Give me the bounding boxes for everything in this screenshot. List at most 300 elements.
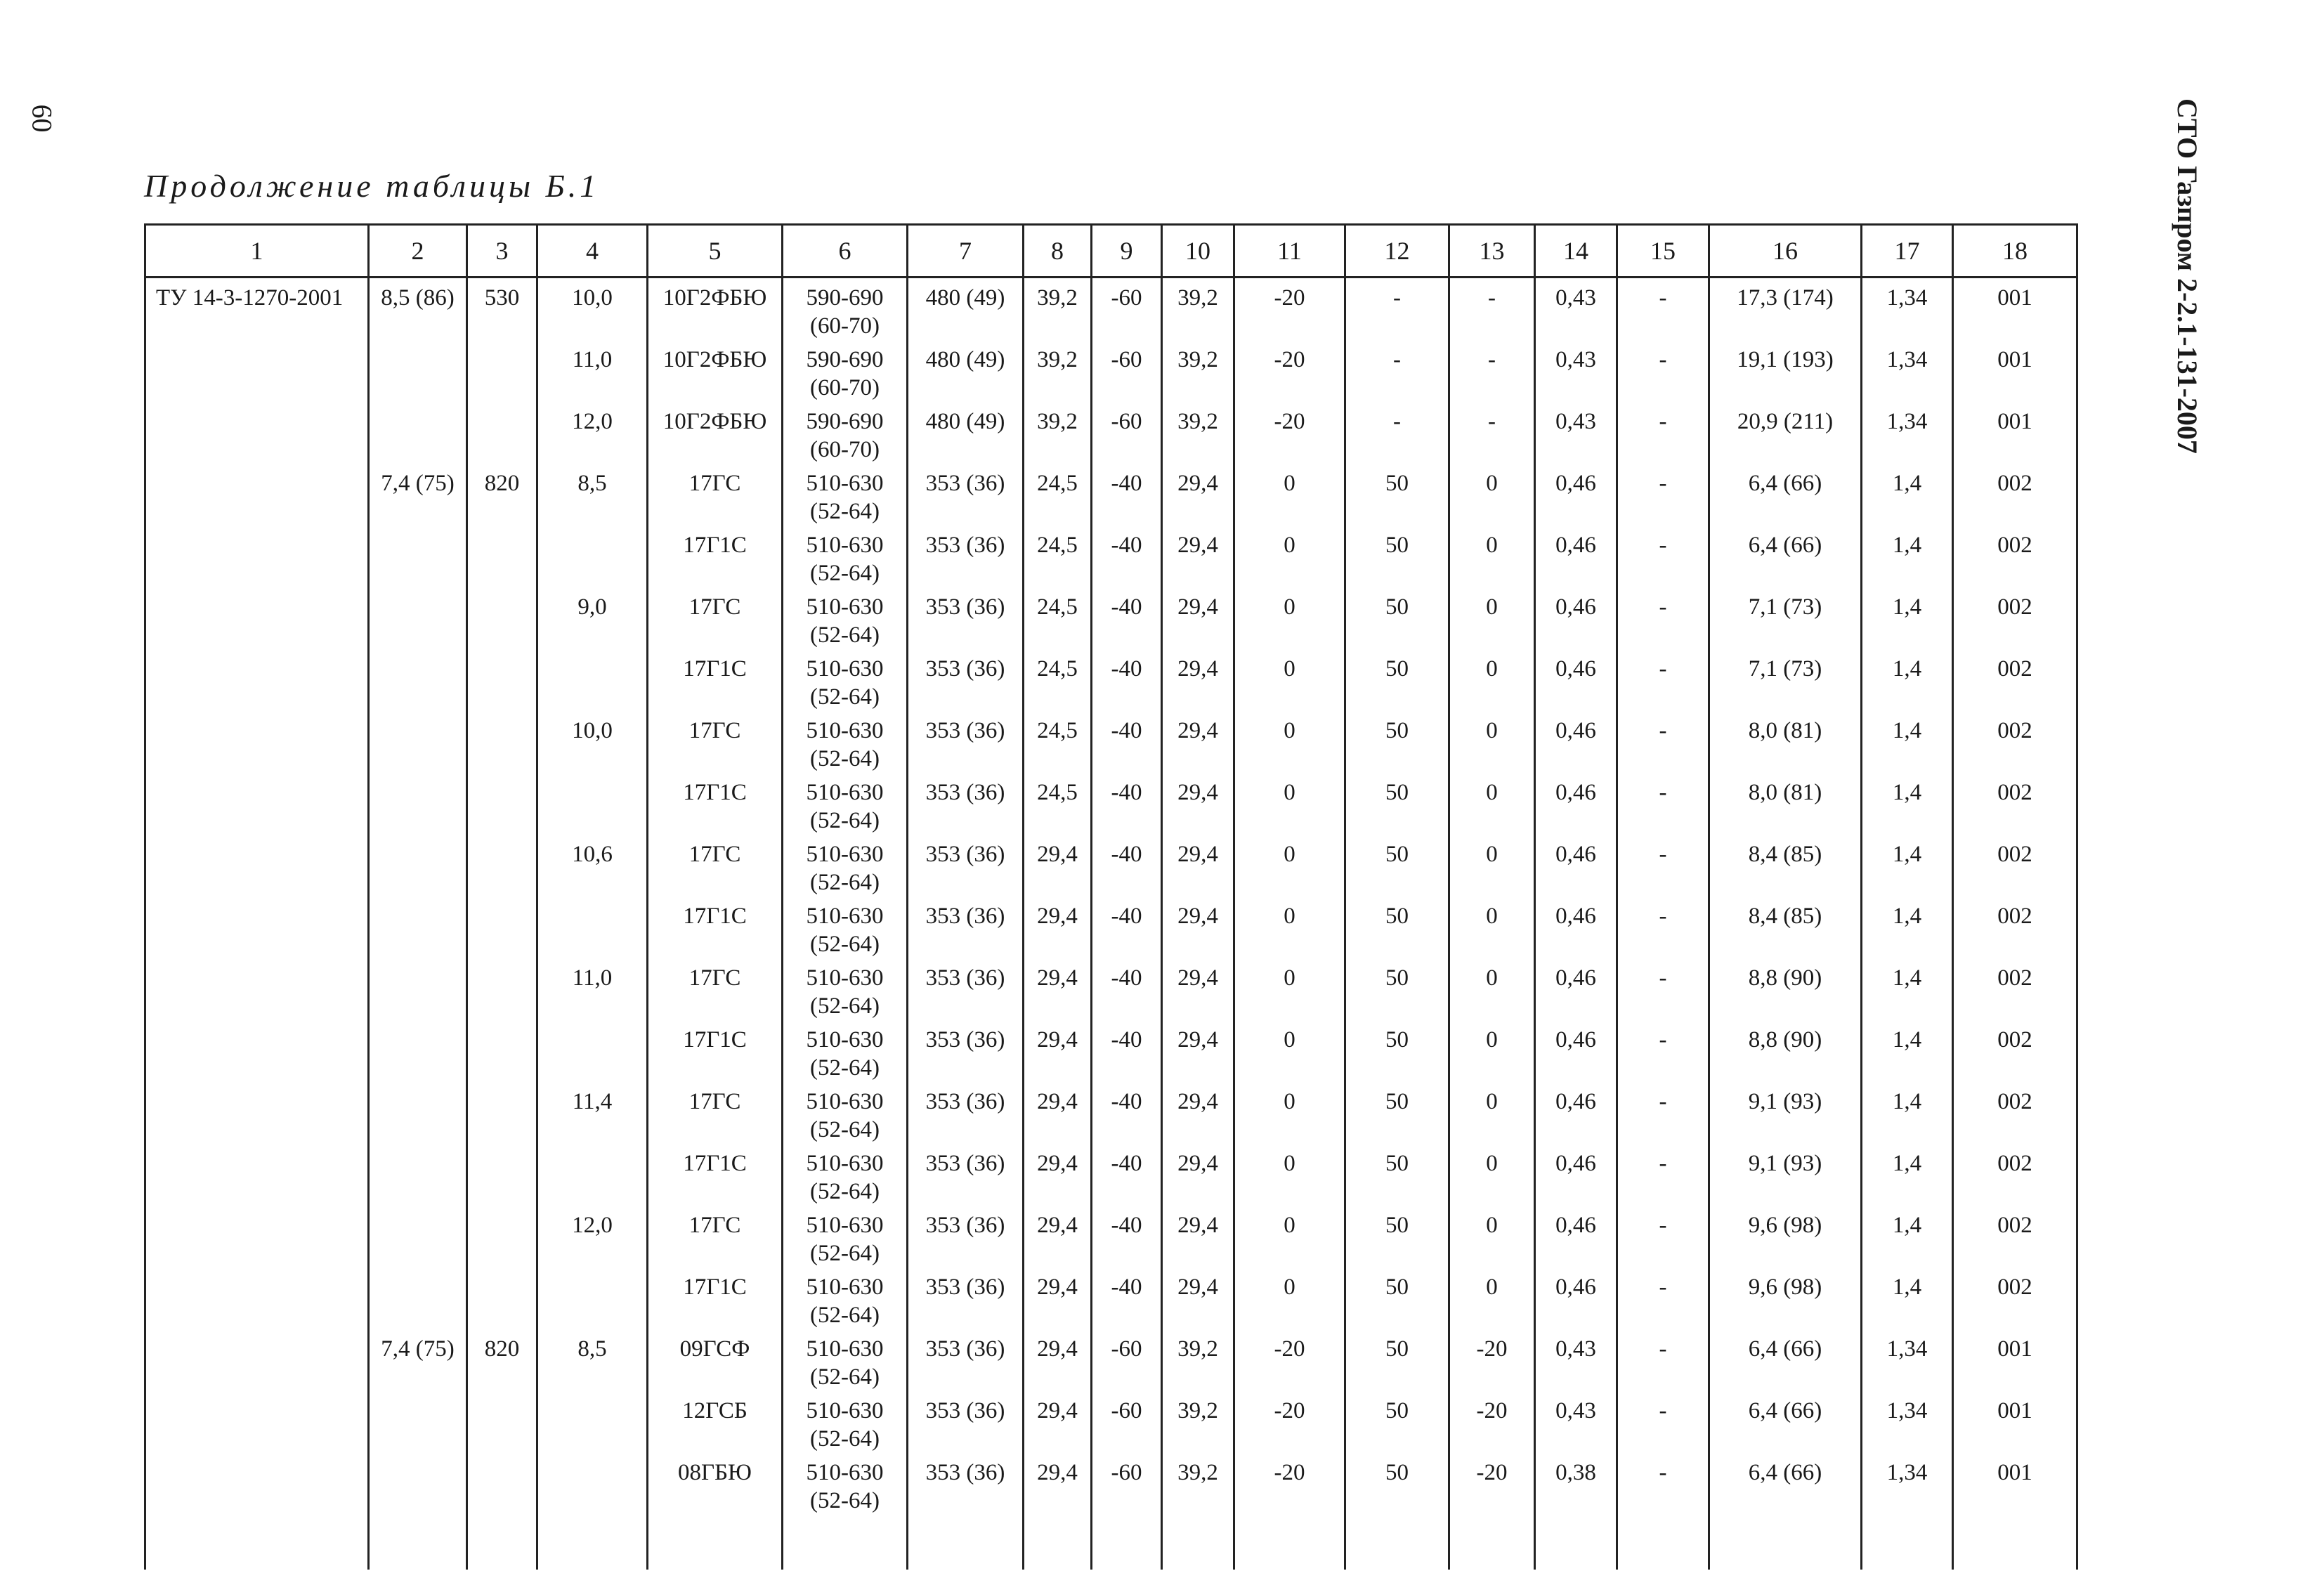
table-cell-col-14: 0,46 bbox=[1535, 1267, 1617, 1329]
table-cell-col-16: 20,9 (211) bbox=[1709, 402, 1862, 464]
table-cell-col-12: 50 bbox=[1345, 649, 1449, 711]
table-cell-col-12: - bbox=[1345, 340, 1449, 402]
strength-range: 510-630 bbox=[806, 1336, 884, 1362]
table-cell-col-2 bbox=[369, 958, 467, 1020]
table-cell-col-6 bbox=[783, 1206, 908, 1267]
table-cell-col-12: 50 bbox=[1345, 1391, 1449, 1453]
table-row bbox=[145, 711, 2077, 773]
table-cell-col-6 bbox=[783, 1329, 908, 1391]
table-cell-col-7: 353 (36) bbox=[908, 1391, 1024, 1453]
table-cell-col-17: 1,34 bbox=[1862, 1329, 1953, 1391]
table-row bbox=[145, 1453, 2077, 1515]
table-cell-col-12: 50 bbox=[1345, 1144, 1449, 1206]
table-cell-col-5: 08ГБЮ bbox=[648, 1453, 783, 1515]
table-cell-col-9: -60 bbox=[1092, 1391, 1162, 1453]
table-cell-col-7: 353 (36) bbox=[908, 1329, 1024, 1391]
column-header-12: 12 bbox=[1345, 225, 1449, 278]
table-cell-col-4: 10,6 bbox=[537, 835, 648, 896]
strength-range-kgf: (52-64) bbox=[810, 1426, 880, 1452]
strength-range: 510-630 bbox=[806, 1274, 884, 1300]
table-cell-col-11: 0 bbox=[1234, 1206, 1345, 1267]
table-cell-col-4: 11,0 bbox=[537, 958, 648, 1020]
table-cell-col-3: 530 bbox=[467, 278, 537, 341]
table-cell-col-11: 0 bbox=[1234, 649, 1345, 711]
table-cell-col-7: 353 (36) bbox=[908, 1453, 1024, 1515]
table-cell-col-10: 29,4 bbox=[1162, 464, 1234, 526]
header-row bbox=[145, 225, 2077, 278]
table-cell-col-3: 820 bbox=[467, 1329, 537, 1391]
table-cell-col-4 bbox=[537, 649, 648, 711]
table-cell-col-17: 1,34 bbox=[1862, 278, 1953, 341]
table-cell-col-17: 1,4 bbox=[1862, 896, 1953, 958]
table-cell-col-16: 8,4 (85) bbox=[1709, 835, 1862, 896]
table-cell-col-17: 1,4 bbox=[1862, 464, 1953, 526]
table-cell-col-10: 39,2 bbox=[1162, 1391, 1234, 1453]
table-cell-col-17: 1,4 bbox=[1862, 1206, 1953, 1267]
strength-range: 510-630 bbox=[806, 1089, 884, 1114]
table-cell-col-9: -60 bbox=[1092, 1329, 1162, 1391]
table-cell-col-16: 9,6 (98) bbox=[1709, 1267, 1862, 1329]
table-cell-col-2 bbox=[369, 1020, 467, 1082]
strength-range-kgf: (52-64) bbox=[810, 1364, 880, 1390]
table-filler-cell bbox=[908, 1515, 1024, 1570]
table-cell-col-8: 39,2 bbox=[1024, 402, 1092, 464]
column-header-10: 10 bbox=[1162, 225, 1234, 278]
table-cell-col-11: -20 bbox=[1234, 1391, 1345, 1453]
table-cell-col-13: 0 bbox=[1449, 1020, 1535, 1082]
table-cell-col-6 bbox=[783, 278, 908, 341]
table-cell-col-11: 0 bbox=[1234, 1082, 1345, 1144]
column-header-18: 18 bbox=[1953, 225, 2077, 278]
table-cell-col-6 bbox=[783, 1391, 908, 1453]
table-cell-col-1 bbox=[145, 1144, 369, 1206]
table-cell-col-12: 50 bbox=[1345, 1453, 1449, 1515]
table-cell-col-14: 0,43 bbox=[1535, 1391, 1617, 1453]
table-cell-col-11: 0 bbox=[1234, 835, 1345, 896]
table-cell-col-10: 29,4 bbox=[1162, 1267, 1234, 1329]
table-cell-col-18: 002 bbox=[1953, 896, 2077, 958]
table-cell-col-7: 353 (36) bbox=[908, 649, 1024, 711]
table-cell-col-16: 19,1 (193) bbox=[1709, 340, 1862, 402]
table-cell-col-14: 0,38 bbox=[1535, 1453, 1617, 1515]
table-filler-cell bbox=[369, 1515, 467, 1570]
table-cell-col-1 bbox=[145, 649, 369, 711]
table-cell-col-18: 002 bbox=[1953, 587, 2077, 649]
table-cell-col-1 bbox=[145, 1206, 369, 1267]
table-cell-col-4: 9,0 bbox=[537, 587, 648, 649]
table-cell-col-10: 29,4 bbox=[1162, 711, 1234, 773]
table-cell-col-11: 0 bbox=[1234, 773, 1345, 835]
table-cell-col-15: - bbox=[1617, 1267, 1709, 1329]
table-cell-col-6 bbox=[783, 896, 908, 958]
table-cell-col-12: 50 bbox=[1345, 711, 1449, 773]
table-row bbox=[145, 896, 2077, 958]
table-cell-col-7: 353 (36) bbox=[908, 835, 1024, 896]
strength-range-kgf: (60-70) bbox=[810, 313, 880, 339]
table-cell-col-14: 0,46 bbox=[1535, 1144, 1617, 1206]
table-cell-col-11: -20 bbox=[1234, 340, 1345, 402]
table-cell-col-17: 1,4 bbox=[1862, 526, 1953, 587]
table-cell-col-18: 001 bbox=[1953, 402, 2077, 464]
table-cell-col-9: -40 bbox=[1092, 835, 1162, 896]
table-cell-col-12: 50 bbox=[1345, 835, 1449, 896]
table-cell-col-8: 29,4 bbox=[1024, 1267, 1092, 1329]
table-cell-col-13: 0 bbox=[1449, 835, 1535, 896]
table-cell-col-17: 1,34 bbox=[1862, 402, 1953, 464]
table-cell-col-18: 001 bbox=[1953, 1391, 2077, 1453]
table-cell-col-12: 50 bbox=[1345, 1082, 1449, 1144]
table-filler-cell bbox=[1709, 1515, 1862, 1570]
table-cell-col-18: 002 bbox=[1953, 1267, 2077, 1329]
table-cell-col-11: -20 bbox=[1234, 1329, 1345, 1391]
table-row bbox=[145, 402, 2077, 464]
table-cell-col-15: - bbox=[1617, 1206, 1709, 1267]
table-cell-col-16: 7,1 (73) bbox=[1709, 587, 1862, 649]
table-cell-col-17: 1,4 bbox=[1862, 958, 1953, 1020]
table-cell-col-4 bbox=[537, 896, 648, 958]
table-cell-col-16: 6,4 (66) bbox=[1709, 1329, 1862, 1391]
table-cell-col-14: 0,43 bbox=[1535, 278, 1617, 341]
table-cell-col-10: 29,4 bbox=[1162, 526, 1234, 587]
table-cell-col-1 bbox=[145, 835, 369, 896]
table-row bbox=[145, 773, 2077, 835]
table-cell-col-17: 1,34 bbox=[1862, 340, 1953, 402]
table-cell-col-1: ТУ 14-3-1270-2001 bbox=[145, 278, 369, 341]
table-cell-col-3 bbox=[467, 835, 537, 896]
table-cell-col-18: 001 bbox=[1953, 340, 2077, 402]
table-cell-col-9: -40 bbox=[1092, 773, 1162, 835]
table-cell-col-8: 29,4 bbox=[1024, 896, 1092, 958]
table-cell-col-13: -20 bbox=[1449, 1453, 1535, 1515]
table-cell-col-9: -40 bbox=[1092, 1020, 1162, 1082]
table-filler-cell bbox=[1024, 1515, 1092, 1570]
strength-range: 590-690 bbox=[806, 285, 884, 311]
table-cell-col-4 bbox=[537, 1391, 648, 1453]
table-cell-col-17: 1,34 bbox=[1862, 1453, 1953, 1515]
table-cell-col-15: - bbox=[1617, 278, 1709, 341]
table-row bbox=[145, 278, 2077, 341]
table-cell-col-6 bbox=[783, 711, 908, 773]
table-cell-col-6 bbox=[783, 835, 908, 896]
table-cell-col-1 bbox=[145, 711, 369, 773]
table-cell-col-18: 002 bbox=[1953, 1144, 2077, 1206]
table-cell-col-3 bbox=[467, 711, 537, 773]
strength-range: 510-630 bbox=[806, 533, 884, 558]
table-cell-col-10: 29,4 bbox=[1162, 958, 1234, 1020]
table-filler-row bbox=[145, 1515, 2077, 1570]
strength-range-kgf: (52-64) bbox=[810, 561, 880, 586]
table-cell-col-9: -40 bbox=[1092, 896, 1162, 958]
table-cell-col-7: 480 (49) bbox=[908, 402, 1024, 464]
table-cell-col-1 bbox=[145, 1391, 369, 1453]
column-header-16: 16 bbox=[1709, 225, 1862, 278]
table-cell-col-11: 0 bbox=[1234, 1020, 1345, 1082]
table-cell-col-10: 29,4 bbox=[1162, 896, 1234, 958]
table-cell-col-18: 002 bbox=[1953, 835, 2077, 896]
table-cell-col-14: 0,43 bbox=[1535, 402, 1617, 464]
strength-range-kgf: (60-70) bbox=[810, 375, 880, 400]
table-cell-col-9: -40 bbox=[1092, 649, 1162, 711]
strength-range-kgf: (52-64) bbox=[810, 808, 880, 833]
table-cell-col-5: 17ГС bbox=[648, 711, 783, 773]
table-cell-col-18: 002 bbox=[1953, 649, 2077, 711]
table-cell-col-16: 7,1 (73) bbox=[1709, 649, 1862, 711]
table-cell-col-13: - bbox=[1449, 340, 1535, 402]
table-cell-col-5: 17ГС bbox=[648, 587, 783, 649]
strength-range-kgf: (60-70) bbox=[810, 437, 880, 462]
table-cell-col-4 bbox=[537, 1144, 648, 1206]
table-row bbox=[145, 958, 2077, 1020]
table-cell-col-3 bbox=[467, 1206, 537, 1267]
table-cell-col-2 bbox=[369, 402, 467, 464]
table-cell-col-7: 353 (36) bbox=[908, 1020, 1024, 1082]
table-cell-col-4: 10,0 bbox=[537, 711, 648, 773]
table-row bbox=[145, 835, 2077, 896]
table-cell-col-16: 6,4 (66) bbox=[1709, 1453, 1862, 1515]
table-cell-col-18: 002 bbox=[1953, 526, 2077, 587]
table-cell-col-15: - bbox=[1617, 1453, 1709, 1515]
table-cell-col-12: 50 bbox=[1345, 773, 1449, 835]
table-cell-col-13: -20 bbox=[1449, 1391, 1535, 1453]
table-row bbox=[145, 587, 2077, 649]
strength-range-kgf: (52-64) bbox=[810, 1303, 880, 1328]
table-cell-col-18: 002 bbox=[1953, 958, 2077, 1020]
table-cell-col-18: 001 bbox=[1953, 1329, 2077, 1391]
table-cell-col-14: 0,46 bbox=[1535, 773, 1617, 835]
table-cell-col-9: -40 bbox=[1092, 1082, 1162, 1144]
table-cell-col-6 bbox=[783, 526, 908, 587]
table-cell-col-16: 17,3 (174) bbox=[1709, 278, 1862, 341]
table-cell-col-5: 17ГС bbox=[648, 1206, 783, 1267]
table-cell-col-14: 0,46 bbox=[1535, 649, 1617, 711]
table-cell-col-10: 29,4 bbox=[1162, 1020, 1234, 1082]
strength-range: 510-630 bbox=[806, 471, 884, 496]
table-cell-col-12: 50 bbox=[1345, 896, 1449, 958]
table-cell-col-7: 353 (36) bbox=[908, 1082, 1024, 1144]
table-cell-col-1 bbox=[145, 773, 369, 835]
table-cell-col-13: 0 bbox=[1449, 711, 1535, 773]
table-cell-col-10: 39,2 bbox=[1162, 1453, 1234, 1515]
table-cell-col-6 bbox=[783, 587, 908, 649]
table-cell-col-15: - bbox=[1617, 526, 1709, 587]
table-cell-col-6 bbox=[783, 464, 908, 526]
table-cell-col-7: 353 (36) bbox=[908, 1206, 1024, 1267]
table-cell-col-8: 24,5 bbox=[1024, 711, 1092, 773]
table-cell-col-16: 6,4 (66) bbox=[1709, 526, 1862, 587]
table-cell-col-11: -20 bbox=[1234, 402, 1345, 464]
table-cell-col-4 bbox=[537, 1453, 648, 1515]
column-header-5: 5 bbox=[648, 225, 783, 278]
table-cell-col-9: -60 bbox=[1092, 402, 1162, 464]
strength-range-kgf: (52-64) bbox=[810, 1055, 880, 1081]
table-cell-col-16: 8,8 (90) bbox=[1709, 1020, 1862, 1082]
table-cell-col-1 bbox=[145, 958, 369, 1020]
table-cell-col-8: 39,2 bbox=[1024, 278, 1092, 341]
table-cell-col-4 bbox=[537, 526, 648, 587]
table-cell-col-1 bbox=[145, 464, 369, 526]
table-cell-col-4: 11,0 bbox=[537, 340, 648, 402]
table-cell-col-15: - bbox=[1617, 773, 1709, 835]
strength-range: 590-690 bbox=[806, 409, 884, 434]
table-cell-col-15: - bbox=[1617, 402, 1709, 464]
strength-range-kgf: (52-64) bbox=[810, 746, 880, 771]
table-cell-col-9: -40 bbox=[1092, 1267, 1162, 1329]
table-cell-col-10: 29,4 bbox=[1162, 649, 1234, 711]
column-header-13: 13 bbox=[1449, 225, 1535, 278]
table-cell-col-18: 002 bbox=[1953, 1082, 2077, 1144]
table-cell-col-8: 24,5 bbox=[1024, 773, 1092, 835]
table-cell-col-9: -40 bbox=[1092, 711, 1162, 773]
table-filler-cell bbox=[1092, 1515, 1162, 1570]
table-cell-col-14: 0,43 bbox=[1535, 1329, 1617, 1391]
table-cell-col-9: -60 bbox=[1092, 340, 1162, 402]
table-row bbox=[145, 340, 2077, 402]
table-cell-col-6 bbox=[783, 1020, 908, 1082]
table-filler-cell bbox=[1234, 1515, 1345, 1570]
table-cell-col-3 bbox=[467, 402, 537, 464]
table-cell-col-18: 002 bbox=[1953, 1206, 2077, 1267]
table-cell-col-10: 29,4 bbox=[1162, 587, 1234, 649]
table-cell-col-1 bbox=[145, 587, 369, 649]
table-filler-cell bbox=[537, 1515, 648, 1570]
strength-range: 510-630 bbox=[806, 594, 884, 620]
table-cell-col-14: 0,46 bbox=[1535, 1082, 1617, 1144]
table-cell-col-9: -40 bbox=[1092, 526, 1162, 587]
column-header-15: 15 bbox=[1617, 225, 1709, 278]
table-cell-col-11: 0 bbox=[1234, 1267, 1345, 1329]
strength-range: 510-630 bbox=[806, 656, 884, 682]
table-cell-col-4: 8,5 bbox=[537, 464, 648, 526]
table-cell-col-6 bbox=[783, 1082, 908, 1144]
strength-range-kgf: (52-64) bbox=[810, 1179, 880, 1204]
table-cell-col-10: 39,2 bbox=[1162, 402, 1234, 464]
column-header-11: 11 bbox=[1234, 225, 1345, 278]
table-filler-cell bbox=[1953, 1515, 2077, 1570]
table-cell-col-16: 8,0 (81) bbox=[1709, 711, 1862, 773]
column-header-2: 2 bbox=[369, 225, 467, 278]
table-cell-col-3 bbox=[467, 1144, 537, 1206]
table-cell-col-13: 0 bbox=[1449, 1144, 1535, 1206]
table-cell-col-3: 820 bbox=[467, 464, 537, 526]
table-cell-col-15: - bbox=[1617, 587, 1709, 649]
table-cell-col-16: 9,1 (93) bbox=[1709, 1144, 1862, 1206]
table-cell-col-8: 29,4 bbox=[1024, 1453, 1092, 1515]
table-cell-col-14: 0,46 bbox=[1535, 835, 1617, 896]
table-cell-col-18: 001 bbox=[1953, 1453, 2077, 1515]
table-cell-col-5: 10Г2ФБЮ bbox=[648, 278, 783, 341]
table-cell-col-17: 1,4 bbox=[1862, 587, 1953, 649]
column-header-4: 4 bbox=[537, 225, 648, 278]
table-filler-cell bbox=[1535, 1515, 1617, 1570]
table-cell-col-13: 0 bbox=[1449, 896, 1535, 958]
table-cell-col-11: 0 bbox=[1234, 464, 1345, 526]
table-filler-cell bbox=[1345, 1515, 1449, 1570]
table-cell-col-1 bbox=[145, 1020, 369, 1082]
table-cell-col-1 bbox=[145, 1329, 369, 1391]
strength-range-kgf: (52-64) bbox=[810, 684, 880, 710]
table-cell-col-12: 50 bbox=[1345, 1206, 1449, 1267]
table-cell-col-18: 002 bbox=[1953, 464, 2077, 526]
table-cell-col-16: 8,4 (85) bbox=[1709, 896, 1862, 958]
strength-range-kgf: (52-64) bbox=[810, 1488, 880, 1513]
table-cell-col-15: - bbox=[1617, 711, 1709, 773]
strength-range: 510-630 bbox=[806, 1460, 884, 1485]
table-cell-col-17: 1,4 bbox=[1862, 1020, 1953, 1082]
strength-range: 510-630 bbox=[806, 1151, 884, 1176]
table-cell-col-2 bbox=[369, 1206, 467, 1267]
table-cell-col-3 bbox=[467, 896, 537, 958]
table-cell-col-5: 10Г2ФБЮ bbox=[648, 402, 783, 464]
table-cell-col-5: 17Г1С bbox=[648, 1144, 783, 1206]
table-cell-col-7: 480 (49) bbox=[908, 278, 1024, 341]
table-cell-col-4: 12,0 bbox=[537, 1206, 648, 1267]
table-cell-col-13: - bbox=[1449, 402, 1535, 464]
table-cell-col-12: 50 bbox=[1345, 1329, 1449, 1391]
table-filler-cell bbox=[648, 1515, 783, 1570]
table-cell-col-2: 7,4 (75) bbox=[369, 1329, 467, 1391]
table-cell-col-11: 0 bbox=[1234, 896, 1345, 958]
table-cell-col-2 bbox=[369, 649, 467, 711]
table-cell-col-15: - bbox=[1617, 835, 1709, 896]
strength-range: 510-630 bbox=[806, 718, 884, 743]
table-cell-col-13: 0 bbox=[1449, 526, 1535, 587]
table-cell-col-8: 29,4 bbox=[1024, 1391, 1092, 1453]
table-cell-col-13: 0 bbox=[1449, 464, 1535, 526]
table-row bbox=[145, 1144, 2077, 1206]
table-cell-col-11: 0 bbox=[1234, 1144, 1345, 1206]
table-cell-col-16: 6,4 (66) bbox=[1709, 464, 1862, 526]
table-cell-col-13: 0 bbox=[1449, 1082, 1535, 1144]
table-cell-col-15: - bbox=[1617, 1144, 1709, 1206]
table-cell-col-2 bbox=[369, 1267, 467, 1329]
table-cell-col-7: 353 (36) bbox=[908, 464, 1024, 526]
table-cell-col-5: 17ГС bbox=[648, 1082, 783, 1144]
table-filler-cell bbox=[467, 1515, 537, 1570]
table-cell-col-12: 50 bbox=[1345, 958, 1449, 1020]
table-cell-col-6 bbox=[783, 649, 908, 711]
column-header-3: 3 bbox=[467, 225, 537, 278]
table-cell-col-10: 39,2 bbox=[1162, 1329, 1234, 1391]
table-cell-col-13: - bbox=[1449, 278, 1535, 341]
table-cell-col-13: 0 bbox=[1449, 1267, 1535, 1329]
strength-range-kgf: (52-64) bbox=[810, 932, 880, 957]
table-cell-col-12: 50 bbox=[1345, 1020, 1449, 1082]
table-cell-col-3 bbox=[467, 1020, 537, 1082]
table-row bbox=[145, 1267, 2077, 1329]
table-cell-col-11: 0 bbox=[1234, 711, 1345, 773]
table-cell-col-7: 353 (36) bbox=[908, 587, 1024, 649]
table-cell-col-14: 0,46 bbox=[1535, 526, 1617, 587]
table-cell-col-16: 8,0 (81) bbox=[1709, 773, 1862, 835]
table-cell-col-2 bbox=[369, 1082, 467, 1144]
data-table bbox=[144, 223, 2078, 1570]
table-cell-col-6 bbox=[783, 1144, 908, 1206]
table-cell-col-6 bbox=[783, 773, 908, 835]
table-cell-col-14: 0,46 bbox=[1535, 896, 1617, 958]
table-cell-col-8: 24,5 bbox=[1024, 526, 1092, 587]
table-cell-col-11: 0 bbox=[1234, 587, 1345, 649]
table-cell-col-8: 29,4 bbox=[1024, 1082, 1092, 1144]
table-filler-cell bbox=[1617, 1515, 1709, 1570]
table-body bbox=[145, 278, 2077, 1570]
table-cell-col-9: -40 bbox=[1092, 958, 1162, 1020]
table-cell-col-3 bbox=[467, 526, 537, 587]
page-number: 60 bbox=[26, 104, 58, 133]
table-cell-col-18: 002 bbox=[1953, 773, 2077, 835]
table-cell-col-14: 0,46 bbox=[1535, 464, 1617, 526]
table-cell-col-15: - bbox=[1617, 649, 1709, 711]
table-cell-col-16: 6,4 (66) bbox=[1709, 1391, 1862, 1453]
